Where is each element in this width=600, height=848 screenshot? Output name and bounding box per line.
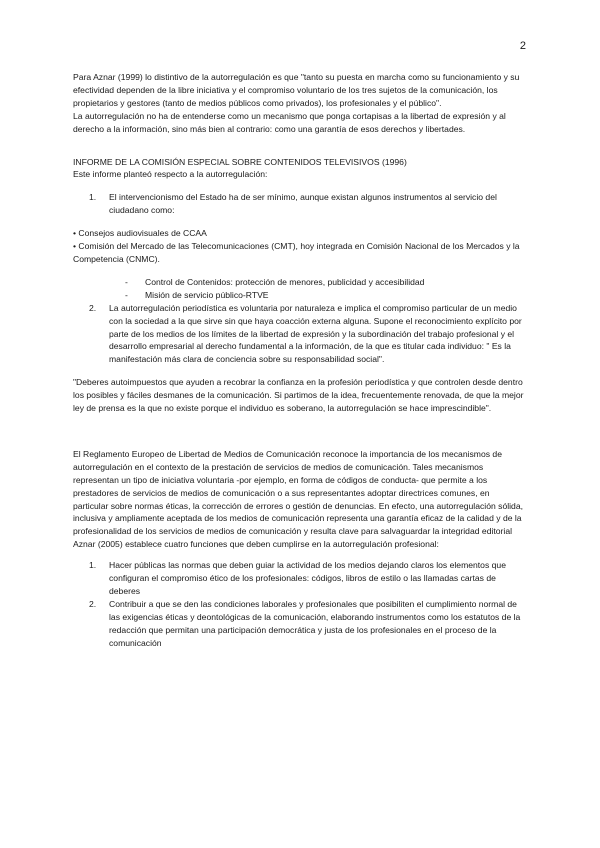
bullet-cmt: • Comisión del Mercado de las Telecomunicaciones (CMT), hoy integrada en Comisión Nacional de los Mercados y la Competencia (CNMC). [73,241,520,264]
aznar-2005-paragraph: Aznar (2005) establece cuatro funciones que deben cumplirse en la autorregulación profesional: [73,539,439,550]
reglamento-body: reconoce la importancia de los mecanismos de autorregulación en el contexto de la prestación de servicios de medios de comunicación. Tales mecanismos representan un tipo de iniciativa voluntaria -por ejemplo, en forma de códigos de conducta- que permite a los prestadores de servicios de medios de comunicación o a sus representantes adoptar directrices comunes, en particular sobre normas éticas, la corrección de errores o gestión de denuncias. En efecto, una autorregulación sólida, inclusiva y ampliamente aceptada de los medios de comunicación representa una garantía eficaz de la calidad y de la profesionalidad de los servicios de medios de comunicación y resulta clave para salvaguardar la integridad editorial [73,448,523,537]
quote-paragraph: "Deberes autoimpuestos que ayuden a recobrar la confianza en la profesión periodística y que controlen desde dentro los posibles y fáciles desmanes de la comunicación. Si partimos de la idea, frecuentemente renovada, de que la mejor ley de prensa es la que no existe porque el individuo es soberano, la autorregulación se hace imprescindible". [73,377,524,414]
intro-paragraph-autorregulacion: La autorregulación no ha de entenderse como un mecanismo que ponga cortapisas a la libertad de expresión y al derecho a la información, sino más bien al contrario: como una garantía de esos derechos y libertades. [73,110,506,134]
list-text: Hacer públicas las normas que deben guiar la actividad de los medios dejando claros los elementos que configuran el compromiso ético de los profesionales: códigos, libros de estilo o las llamadas cartas de deberes [109,560,506,596]
funcion-item-2 [89,598,525,650]
funcion-item-1 [89,559,525,598]
page-number: 2 [519,40,526,52]
list-number: 2. [89,598,97,609]
dash-item-rtve [125,289,525,302]
list-number: 1. [89,192,97,203]
informe-item-1 [89,191,525,217]
dash-marker: - [125,276,128,287]
intro-paragraph-aznar: Para Aznar (1999) lo distintivo de la autorregulación es que "tanto su puesta en marcha como su funcionamiento y su efectividad dependen de la libre iniciativa y el compromiso voluntario de los tres sujetos de la comunicación, los propietarios y gestores (tanto de medios públicos como privados), los profesionales y el público". [73,72,520,108]
dash-item-control [125,276,525,289]
list-number: 2. [89,302,97,313]
list-text: La autorregulación periodística es voluntaria por naturaleza e implica el compromiso particular de un medio con la sociedad a la que sirve sin que haya coacción externa alguna. Supone el reconocimiento explícito por parte de los medios de los límites de la libertad de expresión y la subordinación del trabajo profesional y el desarrollo empresarial al derecho fundamental a la información, de la que es titular cada individuo: " Es la manifestación más clara de conciencia sobre su responsabilidad social". [109,302,522,365]
dash-text: Control de Contenidos: protección de menores, publicidad y accesibilidad [145,276,425,287]
dash-marker: - [125,289,128,300]
page-content [73,71,525,650]
reglamento-paragraph [73,448,525,538]
bullet-consejos: • Consejos audiovisuales de CCAA [73,228,207,239]
reglamento-title: El Reglamento Europeo de Libertad de Medios de Comunicación [73,448,321,459]
list-text: El intervencionismo del Estado ha de ser mínimo, aunque existan algunos instrumentos al servicio del ciudadano como: [109,192,497,216]
dash-text: Misión de servicio público-RTVE [145,289,269,300]
list-number: 1. [89,560,97,571]
informe-heading: INFORME DE LA COMISIÓN ESPECIAL SOBRE CONTENIDOS TELEVISIVOS (1996) [73,156,407,167]
list-text: Contribuir a que se den las condiciones laborales y profesionales que posibiliten el cumplimiento normal de las exigencias éticas y deontológicas de la comunicación, elaborando instrumentos como los estatutos de la redacción que permitan una participación democrática y justa de los profesionales en el proceso de la comunicación [109,598,521,648]
informe-subheading: Este informe planteó respecto a la autorregulación: [73,169,268,180]
informe-item-2 [89,302,525,367]
